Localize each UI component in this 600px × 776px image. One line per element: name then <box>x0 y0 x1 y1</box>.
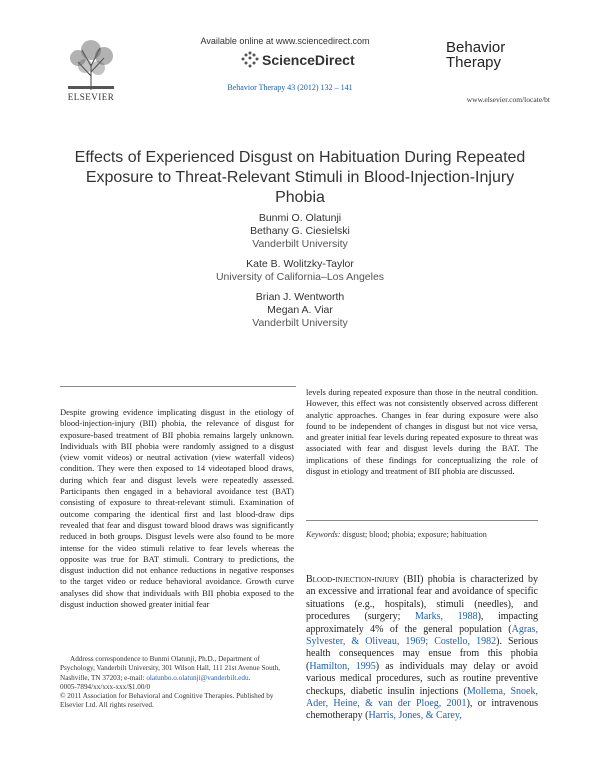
journal-logo-line1: Behavior <box>446 39 506 56</box>
issn-line: 0005-7894/xx/xxx-xxx/$1.00/0 <box>60 682 151 691</box>
correspondence-footnote <box>60 655 296 711</box>
abstract-left-column: Despite growing evidence implicating disgust in the etiology of blood-injection-injury (BII) phobia, the relevance of disgust for exposure-based treatment of BII phobia remains largely unknown. Individuals with BII phobia were randomly assigned to a disgust (view vomit videos) or neutral activation (view waterfall videos) condition. They were then exposed to 14 videotaped blood draws, during which fear and disgust levels were repeatedly assessed. Participants then engaged in a behavioral avoidance test (BAT) consisting of exposure to threat-relevant stimuli. Examination of outcome comparing the identical first and last blood-draw dips revealed that fear and disgust toward blood draws was significantly reduced in both groups. Disgust levels were also found to be more intense for the video stimuli relative to fear levels whereas the opposite was true for BAT stimuli. Contrary to predictions, the disgust induction did not enhance reductions in negative responses to the target video or reduce behavioral avoidance. Growth curve analyses did show that individuals with BII phobia exposed to the disgust induction showed greater initial fear <box>60 407 294 610</box>
copyright-line: © 2011 Association for Behavioral and Cognitive Therapies. Published by Elsevier Ltd. All rights reserved. <box>60 692 274 710</box>
author-affiliation: Vanderbilt University <box>252 238 348 250</box>
elsevier-wordmark: ELSEVIER <box>67 92 115 102</box>
intro-text: ). Serious health consequences may ensue from this phobia ( <box>306 636 538 672</box>
sciencedirect-logo <box>240 50 380 72</box>
citation-link[interactable]: Agras, Sylvester, & Oliveau, 1969; Costello, 1982 <box>306 623 538 648</box>
intro-text: ), impacting approximately 4% of the general population ( <box>306 611 538 635</box>
keywords-label: Keywords: <box>306 530 341 539</box>
article-title: Effects of Experienced Disgust on Habituation During Repeated Exposure to Threat-Relevant Stimuli in Blood-Injection-Injury Phobia <box>74 149 526 206</box>
sciencedirect-icon <box>240 50 260 70</box>
keywords <box>306 530 538 539</box>
author-name: Brian J. Wentworth <box>255 291 345 303</box>
citation-link[interactable]: Marks, 1988 <box>414 611 478 623</box>
intro-lead: Blood-injection-injury <box>306 574 400 585</box>
author-name: Bunmi O. Olatunji <box>258 212 342 224</box>
author-name: Bethany G. Ciesielski <box>250 225 350 237</box>
correspondence-address <box>60 655 296 683</box>
address-end: . <box>248 673 251 682</box>
citation-link[interactable]: Mollema, Snoek, Ader, Heine, & van der Ploeg, 2001 <box>306 685 538 710</box>
abstract-divider <box>60 386 296 387</box>
author-affiliation: University of California–Los Angeles <box>215 271 385 283</box>
intro-text: ), or intravenous chemotherapy ( <box>306 698 538 722</box>
author-name: Megan A. Viar <box>267 304 333 316</box>
intro-text: (BII) phobia is characterized by an excessive and irrational fear and avoidance of specific situations (e.g., hospitals), stimuli (needles), and procedures (surgery; <box>306 574 538 623</box>
keywords-text: disgust; blood; phobia; exposure; habituation <box>342 530 487 539</box>
keywords-divider <box>306 520 538 521</box>
abstract-right-column: levels during repeated exposure than those in the neutral condition. However, this effect was not consistently observed across different analytic approaches. Changes in fear during exposure were also found to be independent of changes in disgust but not vice versa, and greater initial fear levels during repeated exposure to threat was associated with fear and disgust levels during the BAT. The implications of these findings for conceptualizing the role of disgust in etiology and treatment of BII phobia are discussed. <box>306 387 538 477</box>
journal-url[interactable]: www.elsevier.com/locate/bt <box>466 95 550 104</box>
address-text: Address correspondence to Bunmi Olatunji, Ph.D., Department of Psychology, Vanderbilt University, 301 Wilson Hall, 111 21st Avenue South, Nashville, TN 37203; e-mail: <box>60 655 281 682</box>
citation-link[interactable]: Harris, Jones, & Carey, <box>368 710 462 722</box>
author-block <box>100 212 500 330</box>
elsevier-tree-logo <box>58 36 124 98</box>
intro-text: ) as individuals may delay or avoid various medical procedures, such as routine preventive checkups, diabetic insulin injections ( <box>306 660 538 697</box>
available-online-text: Available online at www.sciencedirect.com <box>200 36 370 46</box>
sciencedirect-wordmark: ScienceDirect <box>262 52 355 68</box>
author-name: Kate B. Wolitzky-Taylor <box>246 258 354 270</box>
citation-link[interactable]: Hamilton, 1995 <box>309 660 376 672</box>
journal-logo-line2: Therapy <box>446 54 502 71</box>
introduction-paragraph <box>306 574 538 723</box>
email-link[interactable]: olatunbo.o.olatunji@vanderbilt.edu <box>146 673 249 682</box>
journal-citation: Behavior Therapy 43 (2012) 132 – 141 <box>227 83 353 92</box>
author-affiliation: Vanderbilt University <box>252 317 348 329</box>
behavior-therapy-logo <box>446 40 505 70</box>
